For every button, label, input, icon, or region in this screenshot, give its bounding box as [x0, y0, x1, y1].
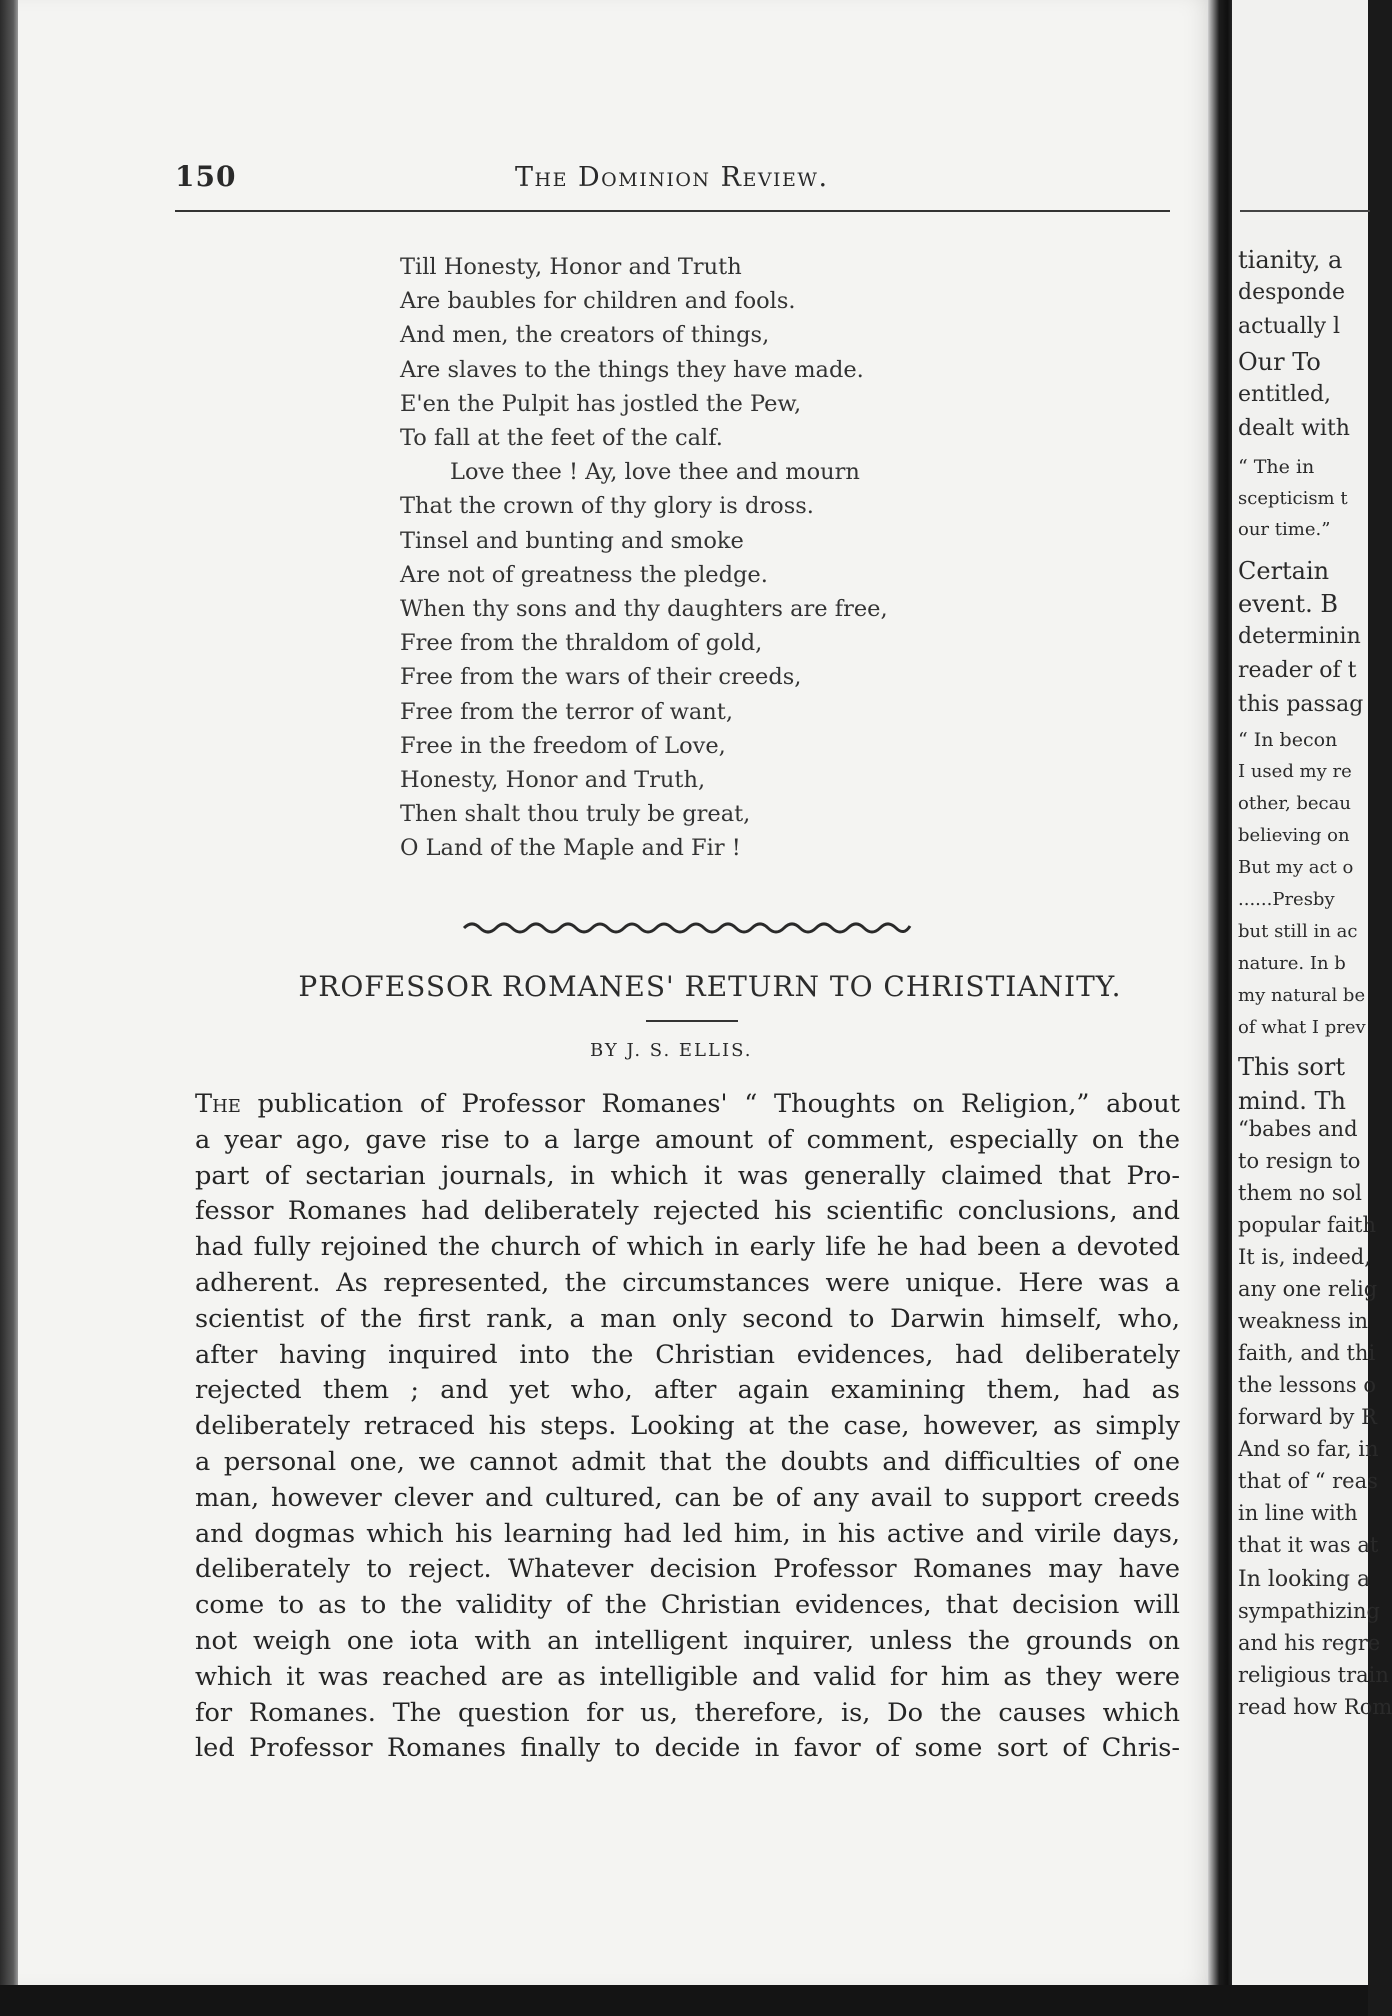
- poem-line: To fall at the feet of the calf.: [400, 425, 723, 452]
- article-body: [195, 1087, 1180, 1767]
- right-page-text-fragment: reader of t: [1238, 658, 1357, 683]
- body-line: deliberately retraced his steps. Looking at the case, however, as simply: [195, 1411, 1180, 1442]
- right-page-text-fragment: other, becau: [1238, 793, 1351, 814]
- right-page-text-fragment: ......Presby: [1238, 889, 1335, 910]
- body-line: scientist of the first rank, a man only second to Darwin himself, who,: [195, 1303, 1180, 1334]
- right-page-text-fragment: It is, indeed,: [1238, 1245, 1371, 1269]
- poem-line: Till Honesty, Honor and Truth: [400, 254, 742, 280]
- right-page-text-fragment: determinin: [1238, 624, 1361, 649]
- right-page-text-fragment: my natural be: [1238, 985, 1366, 1006]
- header-rule: [175, 210, 1170, 212]
- right-page-text-fragment: And so far, in: [1238, 1437, 1379, 1461]
- right-page-text-fragment: of what I prev: [1238, 1017, 1366, 1038]
- body-line: after having inquired into the Christian evidences, had deliberately: [195, 1339, 1180, 1370]
- right-page-text-fragment: entitled,: [1238, 382, 1332, 407]
- poem-line: O Land of the Maple and Fir !: [400, 835, 741, 862]
- poem-line: E'en the Pulpit has jostled the Pew,: [400, 390, 802, 417]
- body-line: led Professor Romanes finally to decide in favor of some sort of Chris-: [195, 1733, 1180, 1764]
- right-page-text-fragment: read how Rom: [1238, 1695, 1392, 1719]
- right-page-text-fragment: desponde: [1238, 280, 1345, 305]
- poem-line: Honesty, Honor and Truth,: [400, 767, 706, 794]
- right-page-text-fragment: Certain: [1238, 557, 1330, 585]
- body-line: rejected them ; and yet who, after again examining them, had as: [195, 1375, 1180, 1406]
- right-page-text-fragment: “ The in: [1238, 456, 1315, 478]
- poem-line: Are slaves to the things they have made.: [400, 356, 864, 383]
- article-title: PROFESSOR ROMANES' RETURN TO CHRISTIANITY.: [298, 970, 1122, 1003]
- poem-line: And men, the creators of things,: [400, 322, 770, 349]
- right-page-text-fragment: religious train: [1238, 1663, 1389, 1687]
- right-page-text-fragment: and his regre: [1238, 1631, 1381, 1655]
- poem-line: Are baubles for children and fools.: [400, 288, 796, 315]
- body-line: which it was reached are as intelligible and valid for him as they were: [195, 1661, 1180, 1692]
- wavy-divider-ornament: [462, 918, 912, 938]
- right-page-text-fragment: scepticism t: [1238, 488, 1348, 509]
- right-page-text-fragment: sympathizing: [1238, 1599, 1380, 1623]
- right-page-text-fragment: event. B: [1238, 590, 1338, 618]
- body-line: had fully rejoined the church of which in early life he had been a devoted: [195, 1232, 1180, 1263]
- poem-line: Then shalt thou truly be great,: [400, 801, 751, 828]
- right-page-text-fragment: that it was at: [1238, 1533, 1379, 1557]
- body-line: adherent. As represented, the circumstances were unique. Here was a: [195, 1267, 1180, 1298]
- right-page-text-fragment: faith, and thi: [1238, 1341, 1376, 1365]
- right-page-text-fragment: This sort: [1238, 1053, 1345, 1081]
- right-page-text-fragment: believing on: [1238, 825, 1350, 846]
- body-line: a year ago, gave rise to a large amount of comment, especially on the: [195, 1124, 1180, 1155]
- page-number: 150: [175, 160, 237, 193]
- body-line: man, however clever and cultured, can be of any avail to support creeds: [195, 1482, 1180, 1513]
- right-page: [1232, 0, 1392, 1990]
- right-page-text-fragment: weakness in: [1238, 1309, 1369, 1333]
- poem-line: When thy sons and thy daughters are free,: [400, 596, 888, 623]
- right-page-text-fragment: popular faith: [1238, 1213, 1376, 1237]
- right-page-text-fragment: In looking a: [1238, 1567, 1371, 1592]
- poem-line: Free from the wars of their creeds,: [400, 664, 802, 691]
- right-page-text-fragment: dealt with: [1238, 416, 1350, 441]
- right-page-text-fragment: But my act o: [1238, 857, 1354, 878]
- right-page-text-fragment: the lessons o: [1238, 1373, 1377, 1397]
- right-page-text-fragment: forward by R: [1238, 1405, 1377, 1429]
- right-page-text-fragment: actually l: [1238, 314, 1341, 339]
- drop-word: The: [195, 1089, 241, 1119]
- poem-line: Are not of greatness the pledge.: [400, 561, 768, 588]
- right-page-text-fragment: nature. In b: [1238, 953, 1346, 974]
- poem-line: Love thee ! Ay, love thee and mourn: [450, 459, 860, 486]
- right-page-text-fragment: them no sol: [1238, 1181, 1362, 1205]
- right-page-text-fragment: mind. Th: [1238, 1087, 1346, 1115]
- body-line: a personal one, we cannot admit that the doubts and difficulties of one: [195, 1446, 1180, 1477]
- body-line: not weigh one iota with an intelligent inquirer, unless the grounds on: [195, 1625, 1180, 1656]
- body-line: deliberately to reject. Whatever decision Professor Romanes may have: [195, 1554, 1180, 1585]
- body-line: The publication of Professor Romanes' “ Thoughts on Religion,” about: [195, 1089, 1180, 1119]
- right-page-text-fragment: any one relig: [1238, 1277, 1378, 1301]
- body-line: come to as to the validity of the Christian evidences, that decision will: [195, 1590, 1180, 1621]
- poem-line: Free from the thraldom of gold,: [400, 630, 763, 657]
- right-page-header-rule: [1240, 210, 1370, 212]
- article-byline: BY J. S. ELLIS.: [590, 1040, 753, 1061]
- right-page-text-fragment: to resign to: [1238, 1149, 1361, 1173]
- right-page-text-fragment: “ In becon: [1238, 729, 1338, 751]
- right-page-text-fragment: in line with: [1238, 1501, 1358, 1525]
- right-page-text-fragment: that of “ reas: [1238, 1469, 1378, 1493]
- poem-line: Free from the terror of want,: [400, 698, 733, 725]
- body-line: fessor Romanes had deliberately rejected his scientific conclusions, and: [195, 1196, 1180, 1227]
- poem: [400, 250, 960, 866]
- body-line: and dogmas which his learning had led him, in his active and virile days,: [195, 1518, 1180, 1549]
- right-page-text-fragment: but still in ac: [1238, 921, 1358, 942]
- bottom-edge: [0, 1985, 1368, 2016]
- right-page-text-fragment: Our To: [1238, 348, 1321, 376]
- poem-line: Tinsel and bunting and smoke: [400, 527, 744, 554]
- right-page-text-fragment: “babes and: [1238, 1117, 1358, 1141]
- body-line: for Romanes. The question for us, therefore, is, Do the causes which: [195, 1697, 1180, 1728]
- right-page-text-fragment: tianity, a: [1238, 246, 1343, 274]
- running-title: The Dominion Review.: [515, 162, 829, 193]
- poem-line: Free in the freedom of Love,: [400, 732, 726, 759]
- right-page-text-fragment: this passag: [1238, 692, 1364, 717]
- poem-line: That the crown of thy glory is dross.: [400, 493, 814, 520]
- right-page-text-fragment: our time.”: [1238, 519, 1331, 540]
- body-line: part of sectarian journals, in which it was generally claimed that Pro-: [195, 1160, 1180, 1191]
- title-rule: [646, 1020, 738, 1022]
- right-page-text-fragment: I used my re: [1238, 761, 1352, 782]
